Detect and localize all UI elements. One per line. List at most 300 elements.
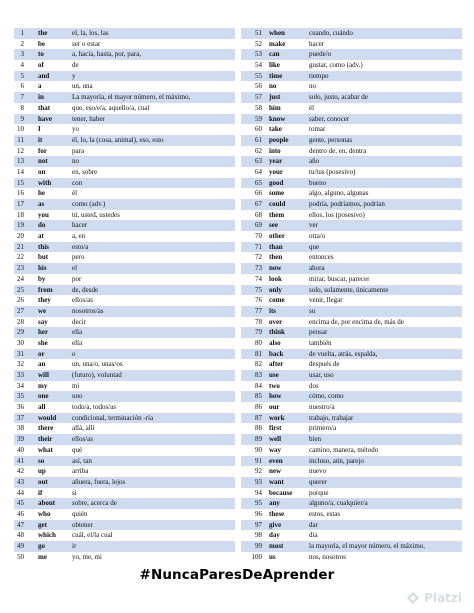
english-word: work bbox=[269, 413, 285, 422]
word-row bbox=[241, 434, 462, 445]
english-word: even bbox=[269, 456, 283, 465]
spanish-translation: podría, podríamos, podrían bbox=[309, 200, 385, 208]
word-row bbox=[14, 498, 235, 509]
english-word: look bbox=[269, 274, 282, 283]
word-row bbox=[241, 488, 462, 499]
english-word: back bbox=[269, 349, 284, 358]
spanish-translation: de bbox=[72, 61, 79, 70]
english-word: day bbox=[269, 531, 280, 540]
spanish-translation: esto/a bbox=[72, 242, 89, 251]
english-word: because bbox=[269, 488, 293, 497]
word-row bbox=[14, 103, 235, 114]
word-row bbox=[14, 60, 235, 71]
word-row bbox=[14, 274, 235, 285]
spanish-translation: ahora bbox=[309, 264, 325, 273]
spanish-translation: un, una bbox=[72, 82, 93, 91]
word-rank: 5 bbox=[20, 71, 24, 80]
spanish-translation: si bbox=[72, 488, 77, 497]
spanish-translation: entonces bbox=[309, 253, 334, 262]
word-rank: 28 bbox=[17, 317, 24, 326]
platzi-watermark bbox=[406, 591, 462, 605]
word-row bbox=[14, 445, 235, 456]
word-row bbox=[14, 349, 235, 360]
english-word: them bbox=[269, 210, 285, 219]
word-rank: 30 bbox=[17, 338, 24, 347]
word-rank: 59 bbox=[255, 114, 262, 123]
word-row bbox=[241, 178, 462, 189]
word-rank: 19 bbox=[17, 221, 24, 230]
word-row bbox=[14, 220, 235, 231]
word-row bbox=[14, 81, 235, 92]
spanish-translation: yo bbox=[72, 125, 79, 134]
english-word: just bbox=[269, 93, 281, 102]
word-row bbox=[241, 124, 462, 135]
english-word: will bbox=[38, 371, 49, 379]
word-rank: 53 bbox=[255, 50, 262, 59]
english-word: the bbox=[38, 29, 48, 37]
english-word: no bbox=[269, 82, 277, 91]
word-row bbox=[241, 466, 462, 477]
spanish-translation: que, eso/e/a, aquello/a, cual bbox=[72, 103, 150, 112]
english-word: we bbox=[38, 306, 47, 315]
spanish-translation: la mayoría, el mayor número, el máximo, bbox=[309, 542, 426, 550]
word-rank: 73 bbox=[255, 264, 262, 273]
english-word: most bbox=[269, 542, 284, 550]
english-word: good bbox=[269, 178, 284, 187]
english-word: have bbox=[38, 114, 52, 123]
word-row bbox=[241, 402, 462, 413]
word-row bbox=[14, 509, 235, 520]
spanish-translation: y bbox=[72, 71, 76, 80]
word-rank: 25 bbox=[17, 285, 24, 294]
word-row bbox=[14, 210, 235, 221]
english-word: how bbox=[269, 392, 282, 401]
word-row bbox=[241, 199, 462, 210]
word-row bbox=[241, 509, 462, 520]
word-row bbox=[241, 146, 462, 157]
spanish-translation: hacer bbox=[309, 39, 325, 48]
word-rank: 76 bbox=[255, 296, 262, 305]
word-rank: 75 bbox=[255, 285, 262, 294]
english-word: what bbox=[38, 445, 53, 454]
word-row bbox=[241, 274, 462, 285]
word-rank: 18 bbox=[17, 210, 24, 219]
spanish-translation: no bbox=[72, 157, 79, 166]
word-row bbox=[14, 263, 235, 274]
word-row bbox=[241, 520, 462, 531]
english-word: with bbox=[38, 178, 52, 187]
word-rank: 13 bbox=[17, 157, 24, 166]
spanish-translation: añuera, fuera, lejos bbox=[72, 477, 126, 486]
word-rank: 69 bbox=[255, 221, 262, 230]
english-word: would bbox=[38, 413, 57, 422]
word-row bbox=[14, 39, 235, 50]
word-row bbox=[14, 317, 235, 328]
spanish-translation: como (adv.) bbox=[72, 200, 106, 208]
word-rank: 15 bbox=[17, 178, 24, 187]
word-rank: 90 bbox=[255, 445, 262, 454]
english-word: well bbox=[269, 435, 282, 444]
word-rank: 82 bbox=[255, 360, 262, 369]
spanish-translation: nos, nosotros bbox=[309, 552, 346, 561]
spanish-translation: bien bbox=[309, 435, 322, 444]
english-word: only bbox=[269, 285, 282, 294]
spanish-translation: después de bbox=[309, 360, 340, 369]
word-row bbox=[241, 317, 462, 328]
word-row bbox=[241, 327, 462, 338]
english-word: than bbox=[269, 242, 283, 251]
word-row bbox=[241, 423, 462, 434]
word-row bbox=[14, 381, 235, 392]
english-word: it bbox=[38, 135, 43, 144]
english-word: he bbox=[38, 189, 45, 198]
word-row bbox=[14, 252, 235, 263]
spanish-translation: el bbox=[72, 264, 78, 273]
word-row bbox=[14, 178, 235, 189]
word-rank: 61 bbox=[255, 135, 262, 144]
word-row bbox=[241, 60, 462, 71]
spanish-translation: mi bbox=[72, 381, 80, 390]
english-word: in bbox=[38, 93, 44, 102]
english-word: about bbox=[38, 499, 56, 508]
english-word: now bbox=[269, 264, 282, 273]
english-word: be bbox=[38, 39, 45, 48]
english-word: any bbox=[269, 499, 280, 508]
english-word: these bbox=[269, 509, 285, 518]
word-row bbox=[241, 210, 462, 221]
word-row bbox=[14, 359, 235, 370]
english-word: if bbox=[38, 488, 43, 497]
english-word: like bbox=[269, 61, 280, 70]
word-row bbox=[14, 114, 235, 125]
spanish-translation: por bbox=[72, 274, 82, 283]
spanish-translation: tomar bbox=[309, 125, 326, 134]
spanish-translation: cuando, cuándo bbox=[309, 29, 353, 37]
english-word: from bbox=[38, 285, 53, 294]
word-rank: 51 bbox=[255, 29, 262, 37]
word-rank: 24 bbox=[17, 274, 24, 283]
word-rank: 17 bbox=[17, 200, 24, 208]
spanish-translation: arriba bbox=[72, 467, 89, 476]
english-word: me bbox=[38, 552, 47, 561]
spanish-translation: obtener bbox=[72, 520, 93, 529]
spanish-translation: alguno/a, cualquier/a bbox=[309, 499, 368, 508]
spanish-translation: algo, alguno, algunas bbox=[309, 189, 369, 198]
word-rank: 78 bbox=[255, 317, 262, 326]
english-word: year bbox=[269, 157, 283, 166]
word-row bbox=[241, 231, 462, 242]
word-row bbox=[14, 370, 235, 381]
word-rank: 7 bbox=[20, 93, 24, 102]
spanish-translation: nuestro/a bbox=[309, 403, 335, 412]
english-word: so bbox=[38, 456, 45, 465]
word-rank: 65 bbox=[255, 178, 262, 187]
word-row bbox=[241, 295, 462, 306]
word-row bbox=[241, 456, 462, 467]
word-rank: 49 bbox=[17, 542, 24, 550]
word-row bbox=[241, 103, 462, 114]
spanish-translation: hacer bbox=[72, 221, 88, 230]
english-word: some bbox=[269, 189, 285, 198]
english-word: all bbox=[38, 403, 46, 412]
spanish-translation: La mayoría, el mayor número, el máximo, bbox=[72, 93, 191, 102]
spanish-translation: tiempo bbox=[309, 71, 329, 80]
spanish-translation: ella bbox=[72, 328, 83, 337]
word-rank: 20 bbox=[17, 232, 24, 241]
word-rank: 68 bbox=[255, 210, 262, 219]
word-row bbox=[14, 306, 235, 317]
word-rank: 10 bbox=[17, 125, 24, 134]
spanish-translation: qué bbox=[72, 445, 83, 454]
spanish-translation: pero bbox=[72, 253, 85, 262]
english-word: up bbox=[38, 467, 46, 476]
spanish-translation: todo/a, todos/as bbox=[72, 403, 116, 412]
word-row bbox=[241, 135, 462, 146]
spanish-translation: condicional, terminación -ría bbox=[72, 413, 154, 422]
word-row bbox=[241, 349, 462, 360]
english-word: out bbox=[38, 477, 48, 486]
word-rank: 86 bbox=[255, 403, 262, 412]
english-word: new bbox=[269, 467, 282, 476]
word-rank: 47 bbox=[17, 520, 24, 529]
word-rank: 22 bbox=[17, 253, 24, 262]
word-rank: 41 bbox=[17, 456, 24, 465]
word-row bbox=[241, 114, 462, 125]
english-word: this bbox=[38, 242, 49, 251]
english-word: there bbox=[38, 424, 54, 433]
spanish-translation: de vuelta, atrás, espalda, bbox=[309, 349, 378, 358]
english-word: way bbox=[269, 445, 282, 454]
spanish-translation: saber, conocer bbox=[309, 114, 350, 123]
english-word: get bbox=[38, 520, 47, 529]
english-word: know bbox=[269, 114, 286, 123]
word-rank: 11 bbox=[17, 135, 24, 144]
spanish-translation: primero/a bbox=[309, 424, 337, 433]
english-word: come bbox=[269, 296, 285, 305]
word-row bbox=[241, 391, 462, 402]
english-word: on bbox=[38, 167, 46, 176]
english-word: your bbox=[269, 167, 283, 176]
english-word: which bbox=[38, 531, 56, 540]
word-row bbox=[241, 370, 462, 381]
spanish-translation: solo, solamente, únicamente bbox=[309, 285, 389, 294]
spanish-translation: tú, usted, ustedes bbox=[72, 210, 120, 219]
spanish-translation: mirar, buscar, parecer bbox=[309, 274, 370, 283]
word-rank: 27 bbox=[17, 306, 24, 315]
word-row bbox=[14, 541, 235, 552]
word-row bbox=[241, 49, 462, 60]
word-rank: 37 bbox=[17, 413, 24, 422]
spanish-translation: quién bbox=[72, 509, 88, 518]
word-row bbox=[241, 167, 462, 178]
spanish-translation: yo, me, mi bbox=[72, 552, 102, 561]
word-rank: 12 bbox=[17, 146, 24, 155]
word-row bbox=[14, 413, 235, 424]
english-word: take bbox=[269, 125, 282, 134]
word-row bbox=[14, 423, 235, 434]
english-word: also bbox=[269, 338, 281, 347]
word-rank: 89 bbox=[255, 435, 262, 444]
word-row bbox=[241, 477, 462, 488]
english-word: you bbox=[38, 210, 49, 219]
word-row bbox=[241, 92, 462, 103]
word-row bbox=[14, 146, 235, 157]
english-word: him bbox=[269, 103, 281, 112]
word-rank: 42 bbox=[17, 467, 24, 476]
word-rank: 94 bbox=[255, 488, 262, 497]
spanish-translation: él bbox=[72, 189, 78, 198]
word-rank: 95 bbox=[255, 499, 262, 508]
english-word: a bbox=[38, 82, 42, 91]
word-rank: 66 bbox=[255, 189, 262, 198]
english-word: time bbox=[269, 71, 283, 80]
spanish-translation: dentro de, en, dentra bbox=[309, 146, 367, 155]
word-row bbox=[241, 188, 462, 199]
word-rank: 50 bbox=[17, 552, 24, 561]
word-rank: 16 bbox=[17, 189, 24, 198]
english-word: give bbox=[269, 520, 282, 529]
word-row bbox=[241, 39, 462, 50]
english-word: do bbox=[38, 221, 46, 230]
english-word: use bbox=[269, 371, 279, 379]
spanish-translation: (futuro), voluntad bbox=[72, 371, 122, 379]
spanish-translation: en, sobre bbox=[72, 167, 98, 176]
english-word: they bbox=[38, 296, 51, 305]
word-row bbox=[241, 220, 462, 231]
spanish-translation: bueno bbox=[309, 178, 327, 187]
spanish-translation: año bbox=[309, 157, 320, 166]
word-row bbox=[14, 28, 235, 39]
word-row bbox=[14, 295, 235, 306]
spanish-translation: un, una/o, unas/os bbox=[72, 360, 123, 369]
word-row bbox=[14, 71, 235, 82]
word-rank: 99 bbox=[255, 542, 262, 550]
word-rank: 31 bbox=[17, 349, 24, 358]
spanish-translation: incluso, aún, parejo bbox=[309, 456, 364, 465]
word-rank: 2 bbox=[20, 39, 24, 48]
spanish-translation: uno bbox=[72, 392, 83, 401]
word-row bbox=[241, 156, 462, 167]
word-rank: 46 bbox=[17, 509, 24, 518]
spanish-translation: porque bbox=[309, 488, 329, 497]
spanish-translation: ser o estar bbox=[72, 39, 101, 48]
english-word: one bbox=[38, 392, 49, 401]
english-word: say bbox=[38, 317, 48, 326]
spanish-translation: ir bbox=[72, 542, 77, 550]
word-row bbox=[241, 381, 462, 392]
word-tables bbox=[14, 28, 462, 562]
word-rank: 96 bbox=[255, 509, 262, 518]
word-rank: 36 bbox=[17, 403, 24, 412]
word-rank: 63 bbox=[255, 157, 262, 166]
word-row bbox=[241, 81, 462, 92]
word-rank: 92 bbox=[255, 467, 262, 476]
word-row bbox=[241, 413, 462, 424]
word-row bbox=[14, 488, 235, 499]
word-rank: 83 bbox=[255, 371, 262, 379]
word-rank: 38 bbox=[17, 424, 24, 433]
english-word: at bbox=[38, 232, 44, 241]
word-rank: 48 bbox=[17, 531, 24, 540]
word-row bbox=[14, 124, 235, 135]
word-row bbox=[241, 359, 462, 370]
word-rank: 1 bbox=[20, 29, 24, 37]
english-word: when bbox=[269, 29, 285, 37]
spanish-translation: gente, personas bbox=[309, 135, 353, 144]
word-row bbox=[14, 402, 235, 413]
spanish-translation: ver bbox=[309, 221, 318, 230]
word-row bbox=[14, 135, 235, 146]
spanish-translation: día bbox=[309, 531, 318, 540]
word-row bbox=[14, 530, 235, 541]
spanish-translation: otra/o bbox=[309, 232, 326, 241]
english-word: could bbox=[269, 200, 286, 208]
word-row bbox=[14, 285, 235, 296]
word-row bbox=[241, 445, 462, 456]
word-rank: 62 bbox=[255, 146, 262, 155]
english-word: an bbox=[38, 360, 46, 369]
platzi-logo-icon bbox=[406, 591, 420, 605]
word-rank: 29 bbox=[17, 328, 24, 337]
spanish-translation: tener, haber bbox=[72, 114, 105, 123]
word-rank: 44 bbox=[17, 488, 24, 497]
word-rank: 34 bbox=[17, 381, 24, 390]
spanish-translation: decir bbox=[72, 317, 86, 326]
word-row bbox=[14, 466, 235, 477]
english-word: see bbox=[269, 221, 278, 230]
word-row bbox=[241, 28, 462, 39]
word-row bbox=[14, 434, 235, 445]
spanish-translation: de, desde bbox=[72, 285, 99, 294]
english-word: can bbox=[269, 50, 280, 59]
spanish-translation: que bbox=[309, 242, 320, 251]
word-rank: 43 bbox=[17, 477, 24, 486]
word-rank: 64 bbox=[255, 167, 262, 176]
word-rank: 91 bbox=[255, 456, 262, 465]
english-word: people bbox=[269, 135, 289, 144]
word-rank: 6 bbox=[20, 82, 24, 91]
word-rank: 45 bbox=[17, 499, 24, 508]
english-word: of bbox=[38, 61, 44, 70]
english-word: first bbox=[269, 424, 282, 433]
spanish-translation: venir, llegar bbox=[309, 296, 343, 305]
word-row bbox=[14, 231, 235, 242]
spanish-translation: camino, manera, método bbox=[309, 445, 379, 454]
word-rank: 70 bbox=[255, 232, 262, 241]
english-word: other bbox=[269, 232, 285, 241]
word-row bbox=[14, 242, 235, 253]
word-rank: 32 bbox=[17, 360, 24, 369]
english-word: not bbox=[38, 157, 48, 166]
brand-name: Platzi bbox=[424, 591, 462, 605]
english-word: that bbox=[38, 103, 51, 112]
word-row bbox=[14, 456, 235, 467]
spanish-translation: solo, justo, acabar de bbox=[309, 93, 368, 102]
word-row bbox=[241, 252, 462, 263]
spanish-translation: no bbox=[309, 82, 316, 91]
word-row bbox=[241, 242, 462, 253]
word-rank: 97 bbox=[255, 520, 262, 529]
word-row bbox=[14, 552, 235, 563]
word-row bbox=[241, 338, 462, 349]
spanish-translation: cuál, el/la cual bbox=[72, 531, 113, 540]
word-rank: 80 bbox=[255, 338, 262, 347]
english-word: I bbox=[38, 125, 41, 134]
spanish-translation: para bbox=[72, 146, 85, 155]
word-rank: 98 bbox=[255, 531, 262, 540]
spanish-translation: gustar, como (adv.) bbox=[309, 61, 363, 70]
english-word: as bbox=[38, 200, 45, 208]
